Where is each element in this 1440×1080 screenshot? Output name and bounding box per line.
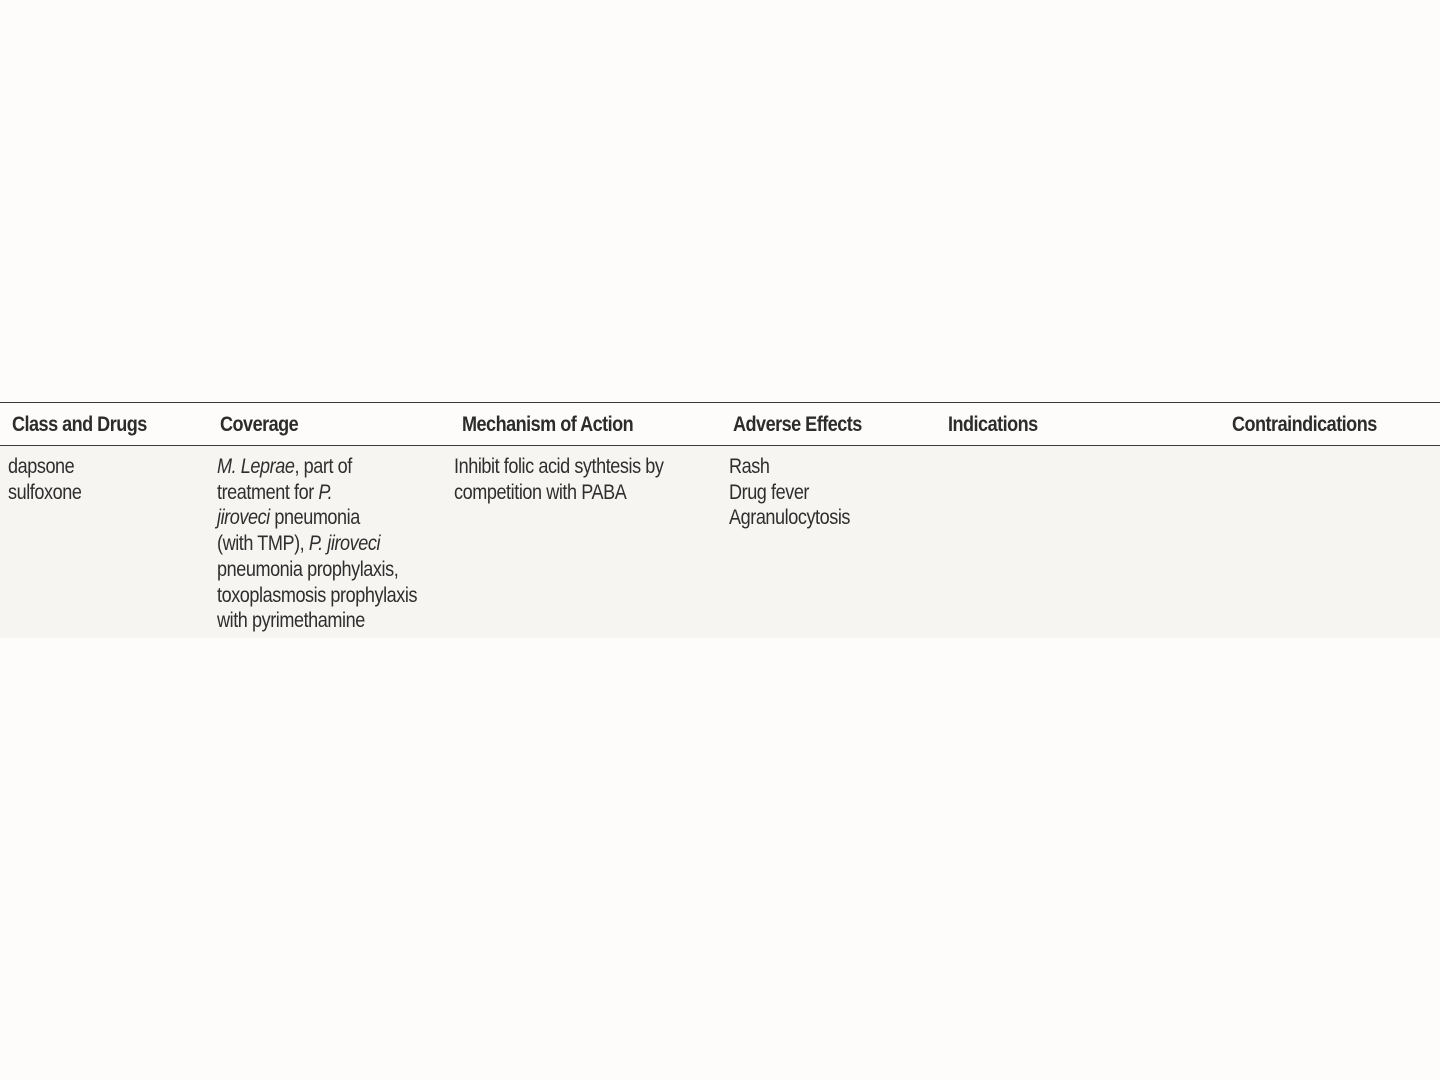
- header-class-and-drugs: Class and Drugs: [12, 413, 147, 436]
- cell-adverse-effects: [729, 454, 850, 531]
- header-indications: Indications: [948, 413, 1038, 436]
- mechanism-line: Inhibit folic acid sythtesis by: [454, 455, 664, 478]
- cell-coverage: [217, 454, 417, 634]
- adverse-effect: Rash: [729, 455, 770, 478]
- table-header-row: [0, 402, 1440, 446]
- header-adverse-effects: Adverse Effects: [733, 413, 862, 436]
- coverage-line: M. Leprae, part of: [217, 455, 352, 478]
- drug-name: sulfoxone: [8, 480, 82, 504]
- cell-mechanism-of-action: [454, 454, 664, 505]
- coverage-line: jiroveci pneumonia: [217, 506, 360, 530]
- coverage-line: (with TMP), P. jiroveci: [217, 532, 381, 556]
- header-contraindications: Contraindications: [1232, 413, 1377, 436]
- drug-name: dapsone: [8, 455, 75, 478]
- cell-class-and-drugs: [8, 454, 81, 505]
- coverage-line: with pyrimethamine: [217, 609, 365, 633]
- coverage-line: toxoplasmosis prophylaxis: [217, 583, 418, 607]
- mechanism-line: competition with PABA: [454, 480, 627, 504]
- header-coverage: Coverage: [220, 413, 299, 436]
- header-mechanism-of-action: Mechanism of Action: [462, 413, 634, 436]
- coverage-line: treatment for P.: [217, 480, 333, 504]
- adverse-effect: Agranulocytosis: [729, 506, 851, 530]
- adverse-effect: Drug fever: [729, 480, 810, 504]
- drug-table: [0, 402, 1440, 638]
- coverage-line: pneumonia prophylaxis,: [217, 557, 399, 581]
